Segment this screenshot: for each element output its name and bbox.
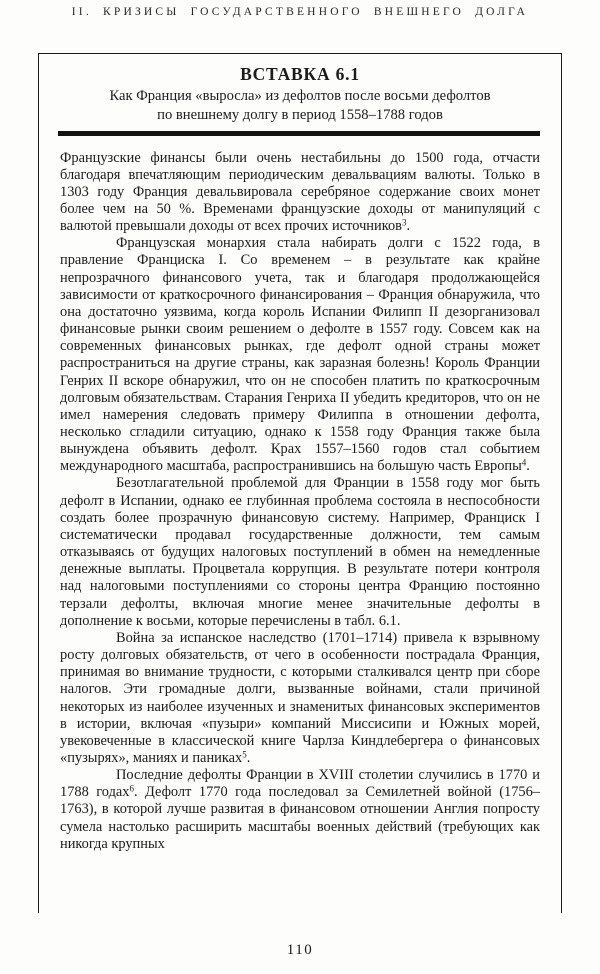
insert-box-title: ВСТАВКА 6.1	[240, 64, 360, 84]
paragraph-text: . Дефолт 1770 года последовал за Семилетней войной (1756–1763), в которой лучше развитая в финансовом отношении Англия попросту сумела настолько расширить масштабы военных действий (требующих как никогда крупных	[60, 784, 540, 852]
paragraph-text: .	[406, 218, 411, 235]
insert-box-body	[60, 150, 540, 853]
paragraph-text: Война за испанское наследство (1701–1714) привела к взрывному росту долговых обязательств, от чего в особенности пострадала Франция, принимая во внимание трудности, с которыми сталкивался центр при сборе налогов. Эти громадные долги, вызванные войнами, стали причиной некоторых из наиболее изученных и знаменитых финансовых экспериментов в истории, включая «пузыри» компаний Миссисипи и Южных морей, увековеченные в классической книге Чарлза Киндлебергера о финансовых «пузырях», маниях и паниках	[60, 629, 540, 766]
paragraph	[60, 150, 540, 236]
paragraph-text: Безотлагательной проблемой для Франции в 1558 году мог быть дефолт в Испании, однако ее глубинная проблема состояла в неспособности создать более прозрачную финансовую систему. Например, Франциск I систематически продавал государственные должности, тем самым отказываясь от будущих налоговых поступлений в обмен на немедленные денежные выплаты. Процветала коррупция. В результате потери контроля над налоговыми поступлениями со стороны центра Францию постоянно терзали дефолты, включая многие менее значительные дефолты в дополнение к восьми, которые перечислены в табл. 6.1.	[60, 475, 540, 629]
subtitle-line-1: Как Франция «выросла» из дефолтов после восьми дефолтов	[109, 88, 491, 104]
paragraph	[60, 235, 540, 475]
paragraph-text: Французская монархия стала набирать долги с 1522 года, в правление Франциска I. Со временем – в результате как крайне непрозрачного финансового учета, так и благодаря продолжающейся зависимости от краткосрочного финансирования – Франция обнаружила, что она достаточно уязвима, когда король Испании Филипп II дезорганизовал финансовые рынки своим решением о дефолте в 1557 году. Совсем как на современных финансовых рынках, где дефолт одной страны может распространиться на другие страны, как заразная болезнь! Король Франции Генрих II вскоре обнаружил, что он не способен платить по краткосрочным долговым обязательствам. Старания Генриха II убедить кредиторов, что он не имел намерения следовать примеру Филиппа в отношении дефолта, несколько сгладили ситуацию, однако к 1558 году Франция также была вынуждена объявить дефолт. Крах 1557–1560 годов стал событием международного масштаба, распространившись на большую часть Европы	[60, 235, 540, 475]
paragraph	[60, 630, 540, 767]
insert-box	[38, 53, 562, 913]
footnote-marker: 3	[401, 217, 407, 228]
subtitle-line-2: по внешнему долгу в период 1558–1788 годов	[157, 106, 443, 123]
footnote-marker: 5	[242, 749, 247, 760]
running-header: II. КРИЗИСЫ ГОСУДАРСТВЕННОГО ВНЕШНЕГО ДОЛГА	[71, 6, 529, 18]
insert-box-subtitle	[39, 87, 561, 124]
footnote-marker: 6	[129, 783, 134, 794]
footnote-marker: 4	[521, 457, 527, 468]
page-number: 110	[286, 942, 314, 958]
paragraph-text: .	[246, 749, 251, 766]
paragraph	[60, 767, 540, 853]
paragraph-text: Последние дефолты Франции в XVIII столетии случились в 1770 и 1788 годах	[60, 767, 540, 801]
paragraph-text: Французские финансы были очень нестабильны до 1500 года, отчасти благодаря впечатляющим периодическим девальвациям валюты. Только в 1303 году Франция девальвировала серебряное содержание своих монет более чем на 50 %. Временами французские доходы от манипуляций с валютой превышали доходы от всех прочих источников	[60, 149, 540, 235]
divider-rule	[58, 131, 540, 136]
paragraph	[60, 475, 540, 629]
paragraph-text: .	[526, 458, 530, 475]
